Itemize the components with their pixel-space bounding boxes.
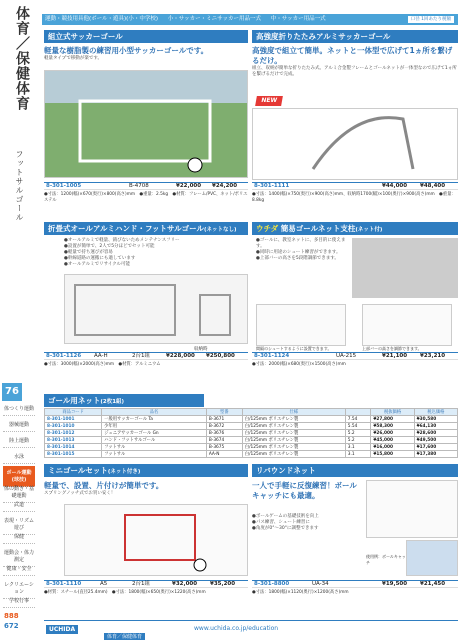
product-photo <box>64 274 248 344</box>
product-subtext: スプリングノッチ式でお買い安く！ <box>44 491 116 496</box>
photo-caption: 使用例：ボールキャッチ <box>366 554 406 565</box>
product-code: 8-301-1005 <box>46 183 82 189</box>
goal-image <box>65 505 248 576</box>
feature-list <box>256 238 346 262</box>
footer-url[interactable]: www.uchida.co.jp/education <box>194 625 279 632</box>
price-bar <box>44 182 248 190</box>
product-title: 組立式サッカーゴール <box>44 30 248 43</box>
product-photo <box>366 480 458 538</box>
model-number: UA-215 <box>336 353 357 359</box>
product-code: 8-301-1124 <box>254 353 290 359</box>
photo-caption: 間隔のシュートするように設置できます。 <box>256 346 332 351</box>
product-photo <box>406 540 458 576</box>
product-card <box>252 464 458 614</box>
new-tag: NEW <box>255 96 283 106</box>
quantity: 2台1組 <box>132 581 150 587</box>
table-header: 商品コード <box>45 409 102 416</box>
product-card <box>252 222 458 392</box>
product-subtext: 軽量タイプで移動が楽です。 <box>44 56 103 61</box>
model-number: UA-34 <box>312 581 329 587</box>
table-header: 仕様 <box>242 409 345 416</box>
phone-1: 888 <box>4 612 19 620</box>
feature-item: ●幹線道路の運搬にも適しています <box>64 256 136 261</box>
feature-item: ●パス練習、シュート練習に <box>252 520 310 525</box>
feature-item: ●軽量で持ち運びが容易 <box>64 250 113 255</box>
product-photo <box>64 504 248 576</box>
price-excl-tax: ¥21,100 <box>382 353 408 359</box>
product-spec: ●材質：スチール(直径25.4mm) ●寸法：1800(幅)×650(奥行)×1220(高さ)mm <box>44 590 206 595</box>
price-excl-tax: ¥22,000 <box>176 183 202 189</box>
nav-item[interactable]: 体つくり運動 <box>3 402 35 416</box>
table-header: 型番 <box>206 409 242 416</box>
product-title: 折畳式オールアルミハンド・フットサルゴール(ネットなし) <box>44 222 248 235</box>
top-bar-right[interactable]: 中・サッカー用品一式 <box>270 16 326 22</box>
price-incl-tax: ¥23,210 <box>420 353 446 359</box>
table-header: 品名 <box>102 409 207 416</box>
table-header <box>345 409 371 416</box>
nav-item[interactable]: 健康・安全 <box>3 562 35 576</box>
top-bar-mid[interactable]: 小・サッカー・ミニサッカー用品一式 <box>167 16 262 22</box>
subcategory-title: フットサルゴール <box>15 150 24 222</box>
price-bar <box>252 580 458 588</box>
feature-item: ●ゴールに、教室ネットに、多目的に使えます。 <box>256 238 346 249</box>
photo-caption: 収納時 <box>194 347 208 352</box>
footer-note: 体育／保健体育 <box>104 633 145 640</box>
sidebar <box>0 0 42 644</box>
price-bar <box>252 182 458 190</box>
category-title: 体育／保健体育 <box>14 6 30 111</box>
product-spec: ●寸法：1400(幅)×750(奥行)×900(高さ)mm、収納時1700(幅)×100(奥行)×900(高さ)mm ●重量：8.8kg <box>252 192 456 203</box>
footer <box>44 620 458 640</box>
nav-item[interactable]: 保健 <box>3 530 35 544</box>
price-incl-tax: ¥48,400 <box>420 183 446 189</box>
product-spec: ●寸法：2000(幅)×680(奥行)×1500(高さ)mm <box>252 362 346 367</box>
product-title: ウチダ 簡易ゴールネット支柱(ネット付) <box>252 222 458 235</box>
nav-item[interactable]: 表現・リズム遊び <box>3 514 35 535</box>
feature-item: ●同時に用途のシュート練習ができます。 <box>256 250 341 255</box>
sidebar-nav <box>0 402 38 612</box>
price-incl-tax: ¥21,450 <box>420 581 446 587</box>
phone-2: 672 <box>4 622 19 630</box>
feature-item: ●角度が0°〜30°に調整できます <box>252 526 319 531</box>
product-photo <box>362 304 452 346</box>
model-number: AA-H <box>94 353 108 359</box>
model-number: A5 <box>100 581 108 587</box>
section-title: ゴール用ネット(2枚1組) <box>44 394 204 407</box>
goal-image <box>45 71 248 178</box>
product-title: 高強度折りたたみアルミサッカーゴール <box>252 30 458 43</box>
product-title: ミニゴールセット(ネット付き) <box>44 464 248 477</box>
price-excl-tax: ¥32,000 <box>172 581 198 587</box>
quantity: 2台1組 <box>132 353 150 359</box>
price-bar <box>44 580 248 588</box>
product-photo <box>44 70 248 178</box>
price-excl-tax: ¥19,500 <box>382 581 408 587</box>
price-incl-tax: ¥24,200 <box>212 183 238 189</box>
feature-list <box>252 514 362 532</box>
nav-item[interactable]: 武道 <box>3 498 35 512</box>
product-code: 8-301-1126 <box>46 353 82 359</box>
nav-item-active[interactable]: ボール運動(球技) <box>3 466 35 487</box>
table-row: 8-301-1001 一般用サッカーゴール Ta B-3671 白/125mm ポリエチレン製 7.54 ¥27,800 ¥30,580 <box>45 416 458 423</box>
tax-badge: 口径 1回あたり税額 <box>408 16 454 23</box>
photo-caption: 上部バーの高さを調節できます。 <box>362 346 422 351</box>
feature-item: ●ボールゲームの基礎技術を向上 <box>252 514 319 519</box>
price-bar <box>44 352 248 360</box>
product-code: 8-301-8800 <box>254 581 290 587</box>
net-table <box>44 408 458 458</box>
nav-item[interactable]: 学校行事 <box>3 594 35 608</box>
table-header-row <box>45 409 458 416</box>
feature-list <box>64 238 244 268</box>
price-bar <box>252 352 458 360</box>
product-card <box>44 464 248 614</box>
nav-item[interactable]: 器械運動 <box>3 418 35 432</box>
price-incl-tax: ¥250,800 <box>206 353 235 359</box>
product-lead: 高強度で組立て簡単。ネットと一体型で広げて1ヵ所を繋げるだけ。 <box>252 46 453 65</box>
model-number: B-4708 <box>129 183 149 189</box>
product-photo <box>252 108 458 180</box>
product-subtext: 組立、収納が簡単な折りたたみ式。アルミ合金製フレームとゴールネットが一体型なので広げて1ヵ所を繋げるだけで完成。 <box>252 66 457 77</box>
product-card <box>44 30 248 220</box>
table-row: 8-301-1013 ハンド・フットサルゴール B-3674 白/125mm ポリエチレン製 5.2 ¥45,000 ¥49,500 <box>45 437 458 444</box>
product-photo <box>352 238 458 298</box>
nav-item[interactable]: レクリエーション <box>3 578 35 599</box>
top-category-bar <box>42 14 458 25</box>
feature-item: ●上部バーの高さを5段階調節できます。 <box>256 256 339 261</box>
price-incl-tax: ¥35,200 <box>210 581 236 587</box>
product-card <box>252 30 458 220</box>
product-lead: 一人で手軽に反復練習！ボールキャッチにも最適。 <box>252 481 357 500</box>
feature-item: ●設置が簡単で、2人で5分ほどでセット可能 <box>64 244 155 249</box>
page-number: 76 <box>2 383 22 401</box>
goal-image <box>253 109 458 180</box>
table-header: 税抜価格 <box>371 409 414 416</box>
net-table-section <box>44 394 458 456</box>
table-row: 8-301-1010 少年用 B-3672 白/125mm ポリエチレン製 5.54 ¥58,300 ¥64,130 <box>45 423 458 430</box>
product-spec: ●寸法：1200(幅)×670(奥行)×800(高さ)mm ●重量：2.5kg ●材質：フレーム/PVC、ネット/ポリエステル <box>44 192 248 203</box>
product-lead: 軽量で、設置、片付けが簡単です。 <box>44 481 164 490</box>
table-header: 税込価格 <box>414 409 457 416</box>
price-excl-tax: ¥44,000 <box>382 183 408 189</box>
product-code: 8-301-1110 <box>46 581 82 587</box>
nav-item[interactable]: 運動会・体力測定 <box>3 546 35 567</box>
product-title: リバウンドネット <box>252 464 458 477</box>
footer-brand: UCHIDA <box>46 625 78 634</box>
price-excl-tax: ¥228,000 <box>166 353 195 359</box>
product-lead: 軽量な樹脂製の練習用小型サッカーゴールです。 <box>44 46 209 55</box>
product-photo <box>256 304 346 346</box>
table-row: 8-301-1014 フットサル B-3675 白/125mm ポリエチレン製 3.1 ¥16,000 ¥17,600 <box>45 444 458 451</box>
product-spec: ●寸法：3000(幅)×2000(高さ)mm ●材質：アルミニウム <box>44 362 161 367</box>
product-code: 8-301-1111 <box>254 183 290 189</box>
nav-item[interactable]: 水泳 <box>3 450 35 464</box>
table-row: 8-301-1012 ジュニアサッカーゴール Gn B-3676 白/125mm ポリエチレン製 5.2 ¥26,000 ¥28,600 <box>45 430 458 437</box>
feature-item: ●オールアルミでリサイクル可能 <box>64 262 131 267</box>
feature-item: ●オールアルミで軽量、錆びないためメンテナンスフリー <box>64 238 180 243</box>
nav-item[interactable]: 体の動き・基礎運動 <box>3 482 35 503</box>
nav-item[interactable]: 陸上運動 <box>3 434 35 448</box>
goal-image <box>65 275 248 344</box>
top-bar-left[interactable]: 運動・競技用具他(ボール・遊具)(小・中学校) <box>45 16 158 22</box>
table-row: 8-301-1015 フットサル AA-N 白/125mm ポリエチレン製 3.1 ¥15,800 ¥17,380 <box>45 451 458 458</box>
product-spec: ●寸法：1800(幅)×1120(奥行)×1200(高さ)mm <box>252 590 349 595</box>
product-card <box>44 222 248 392</box>
